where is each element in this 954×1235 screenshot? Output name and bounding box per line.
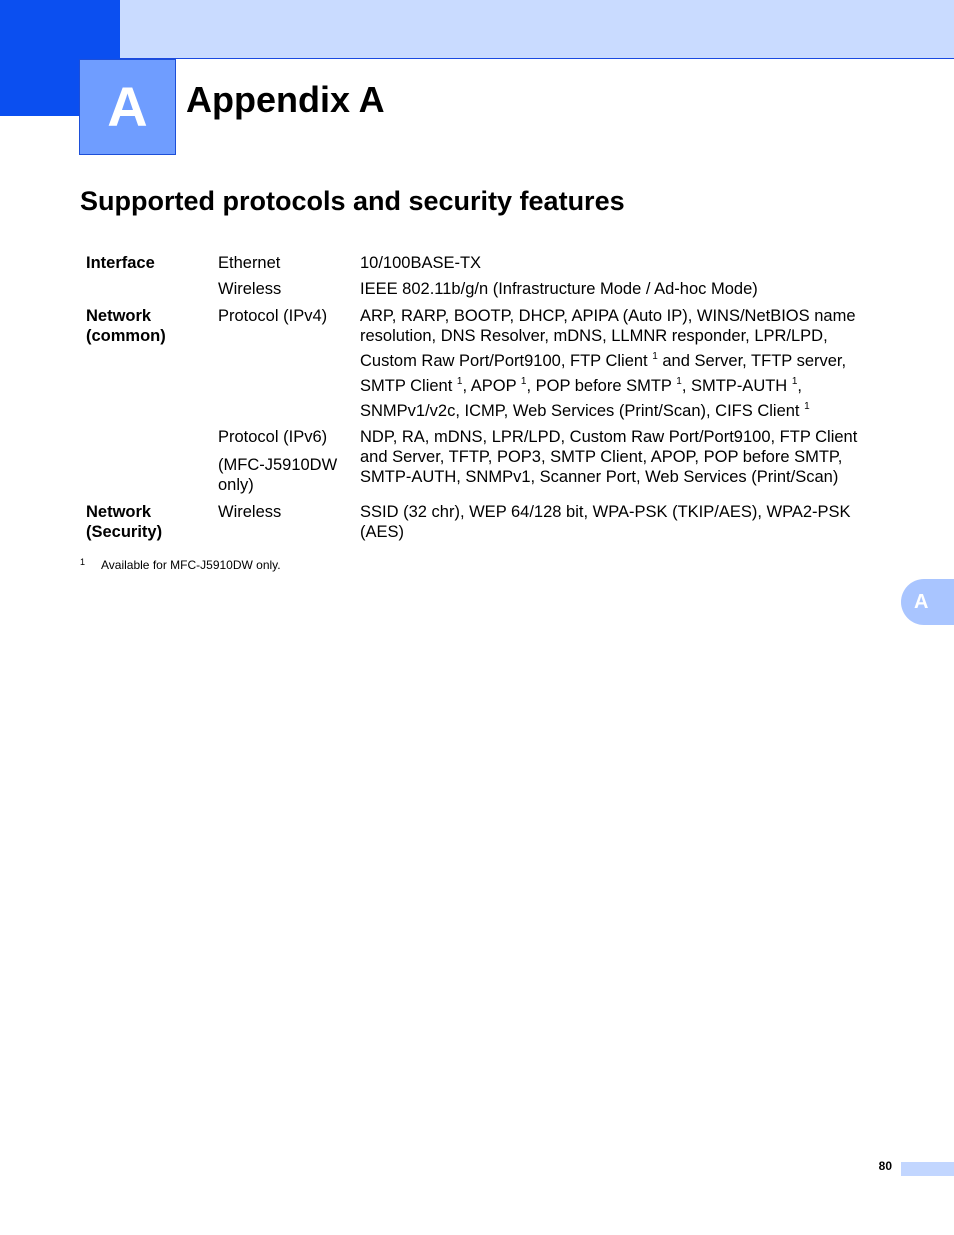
ipv6-model-note: (MFC-J5910DW — [218, 456, 338, 474]
security-line: SSID (32 chr), WEP 64/128 bit, WPA-PSK (TKIP/AES), WPA2-PSK — [360, 503, 851, 521]
footnote-ref: 1 — [652, 351, 658, 362]
footnote-ref: 1 — [676, 376, 682, 387]
footnote-ref: 1 — [520, 376, 527, 387]
row-label-network-common-sub: (common) — [86, 327, 166, 345]
footnote-ref: 1 — [456, 376, 463, 387]
sublabel-security-wireless: Wireless — [218, 503, 282, 521]
page-number-bar — [901, 1162, 954, 1176]
security-line: (AES) — [360, 523, 405, 541]
footnote-ref: 1 — [791, 376, 798, 387]
value-wireless: IEEE 802.11b/g/n (Infrastructure Mode / Ad-hoc Mode) — [360, 280, 758, 298]
sublabel-ipv6: Protocol (IPv6) — [218, 428, 328, 446]
ipv4-line: SNMPv1/v2c, ICMP, Web Services (Print/Scan), CIFS Client $^1$ — [360, 401, 810, 420]
page-number: 80 — [878, 1159, 892, 1173]
header-rule — [120, 58, 954, 59]
sublabel-ethernet: Ethernet — [218, 254, 281, 272]
ipv4-line: Custom Raw Port/Port9100, FTP Client $^1$ and Server, TFTP server, — [360, 351, 847, 370]
chapter-side-tab[interactable]: A — [901, 579, 954, 625]
footnote-ref: 1 — [804, 401, 810, 412]
row-label-network-common: Network — [86, 307, 152, 325]
ipv6-line: SMTP-AUTH, SNMPv1, Scanner Port, Web Services (Print/Scan) — [360, 468, 839, 486]
ipv4-line: resolution, DNS Resolver, mDNS, LLMNR responder, LPR/LPD, — [360, 327, 828, 345]
footnote-text: Available for MFC-J5910DW only. — [101, 558, 281, 572]
ipv6-line: and Server, TFTP, POP3, SMTP Client, APOP, POP before SMTP, — [360, 448, 843, 466]
row-label-network-security-sub: (Security) — [86, 523, 163, 541]
sublabel-wireless: Wireless — [218, 280, 282, 298]
chapter-title: Appendix A — [186, 79, 385, 120]
row-label-interface: Interface — [86, 254, 155, 272]
ipv6-model-note: only) — [218, 476, 254, 494]
ipv6-line: NDP, RA, mDNS, LPR/LPD, Custom Raw Port/Port9100, FTP Client — [360, 428, 858, 446]
row-label-network-security: Network — [86, 503, 152, 521]
chapter-letter-box: A — [79, 59, 176, 155]
sublabel-ipv4: Protocol (IPv4) — [218, 307, 328, 325]
header-band — [120, 0, 954, 58]
section-title: Supported protocols and security features — [80, 186, 625, 216]
footnote-mark: 1 — [80, 557, 86, 567]
ipv4-line: ARP, RARP, BOOTP, DHCP, APIPA (Auto IP), WINS/NetBIOS name — [360, 307, 856, 325]
value-ethernet: 10/100BASE-TX — [360, 254, 482, 272]
ipv4-line: SMTP Client $^1$, APOP $^1$, POP before SMTP $^1$, SMTP-AUTH $^1$, — [360, 376, 802, 395]
